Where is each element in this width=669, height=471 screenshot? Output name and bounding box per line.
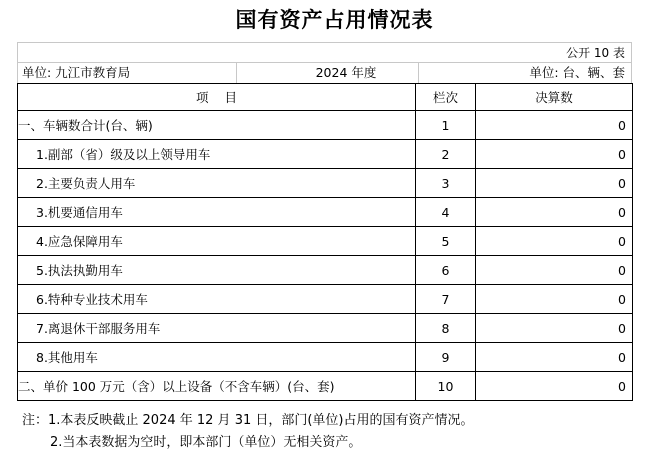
table-row: [18, 343, 633, 372]
row-code: 10: [416, 372, 476, 401]
table-header-row: [18, 84, 633, 111]
row-value: 0: [476, 372, 633, 401]
table-row: [18, 198, 633, 227]
table-row: [18, 285, 633, 314]
table-row: [18, 314, 633, 343]
table-row: [18, 256, 633, 285]
unit-label: 单位: 九江市教育局: [22, 65, 131, 80]
note-1: 注：1.本表反映截止 2024 年 12 月 31 日，部门(单位)占用的国有资产情况。: [22, 413, 474, 428]
row-name: 一、车辆数合计(台、辆): [18, 111, 416, 140]
row-name: 3.机要通信用车: [18, 198, 416, 227]
row-code: 7: [416, 285, 476, 314]
report-meta-row: [17, 62, 632, 83]
row-value: 0: [476, 169, 633, 198]
asset-table: [17, 83, 633, 401]
table-row: [18, 111, 633, 140]
row-value: 0: [476, 285, 633, 314]
measure-units: 单位: 台、辆、套: [529, 65, 625, 80]
row-value: 0: [476, 343, 633, 372]
meta-divider: [236, 63, 237, 83]
header-code: 栏次: [416, 84, 476, 111]
row-code: 9: [416, 343, 476, 372]
row-code: 1: [416, 111, 476, 140]
row-code: 8: [416, 314, 476, 343]
header-item: 项 目: [18, 84, 416, 111]
table-notes: [22, 410, 474, 454]
form-number-bar: [17, 42, 632, 63]
note-2: 2.当本表数据为空时，即本部门（单位）无相关资产。: [50, 435, 362, 450]
report-year: 2024 年度: [315, 65, 377, 80]
row-name: 2.主要负责人用车: [18, 169, 416, 198]
row-value: 0: [476, 314, 633, 343]
row-code: 2: [416, 140, 476, 169]
table-row: [18, 372, 633, 401]
row-name: 8.其他用车: [18, 343, 416, 372]
row-name: 4.应急保障用车: [18, 227, 416, 256]
table-row: [18, 227, 633, 256]
meta-divider: [418, 63, 419, 83]
row-name: 6.特种专业技术用车: [18, 285, 416, 314]
row-name: 二、单价 100 万元（含）以上设备（不含车辆）(台、套): [18, 372, 416, 401]
row-code: 3: [416, 169, 476, 198]
row-code: 4: [416, 198, 476, 227]
row-name: 5.执法执勤用车: [18, 256, 416, 285]
row-value: 0: [476, 111, 633, 140]
form-number: 公开 10 表: [566, 46, 625, 60]
row-value: 0: [476, 227, 633, 256]
row-name: 1.副部（省）级及以上领导用车: [18, 140, 416, 169]
row-value: 0: [476, 140, 633, 169]
row-name: 7.离退休干部服务用车: [18, 314, 416, 343]
table-row: [18, 169, 633, 198]
row-code: 5: [416, 227, 476, 256]
row-value: 0: [476, 256, 633, 285]
row-code: 6: [416, 256, 476, 285]
table-row: [18, 140, 633, 169]
header-value: 决算数: [476, 84, 633, 111]
report-title: 国有资产占用情况表: [235, 8, 434, 32]
row-value: 0: [476, 198, 633, 227]
